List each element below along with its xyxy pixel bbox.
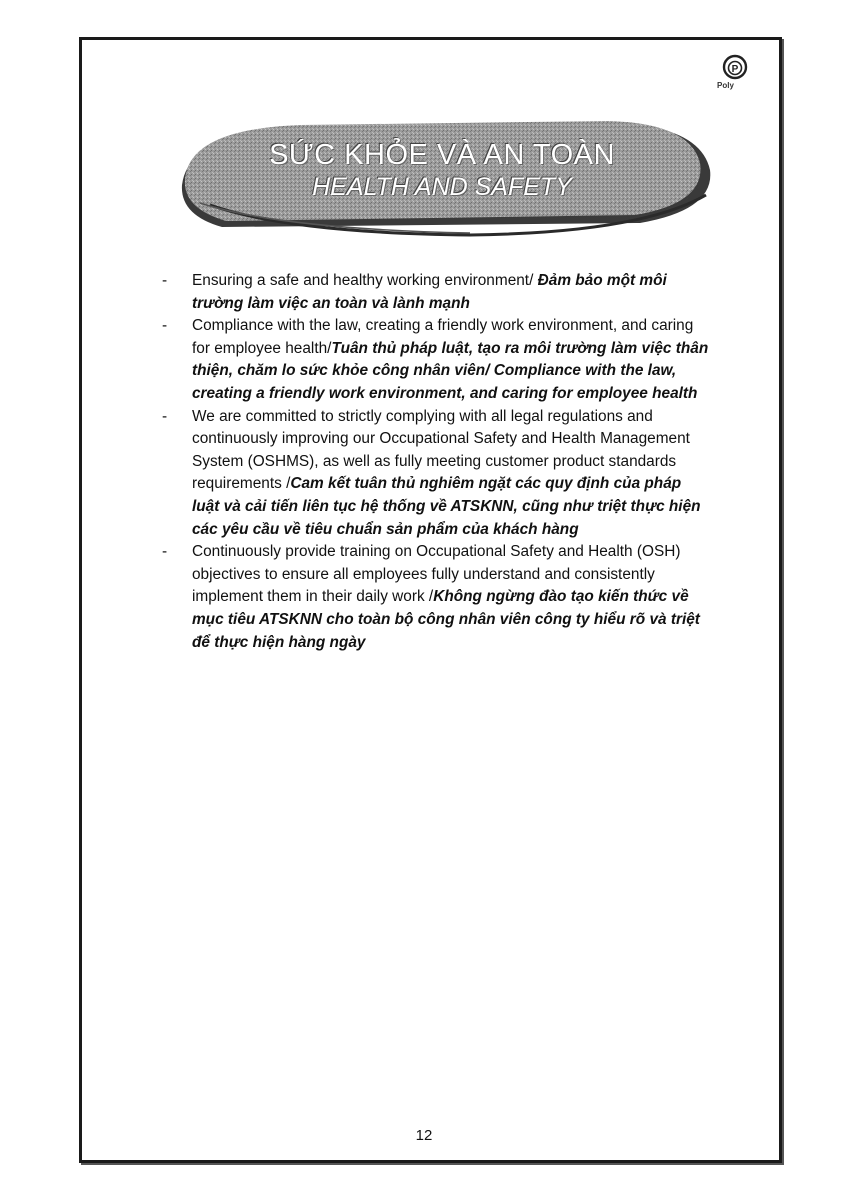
list-item [162, 270, 710, 315]
list-item [162, 315, 710, 405]
policy-list [162, 270, 710, 654]
item-vietnamese-text: Tuân thủ pháp luật, tạo ra môi trường làm việc thân thiện, chăm lo sức khỏe công nhân viên/ Compliance with the law, creating a friendly work environment, and caring for employee health [192, 339, 709, 402]
logo-letter: P [731, 64, 739, 75]
page-number: 12 [415, 1127, 433, 1144]
item-vietnamese-text: Không ngừng đào tạo kiến thức về mục tiêu ATSKNN cho toàn bộ công nhân viên công ty hiểu rõ và triệt để thực hiện hàng ngày [192, 588, 700, 651]
bullet-dash: - [162, 317, 168, 335]
item-english-text: Continuously provide training on Occupational Safety and Health (OSH) objectives to ensure all employees fully understand and consistently implement them in their daily work / [192, 543, 681, 606]
item-vietnamese-text: Cam kết tuân thủ nghiêm ngặt các quy định của pháp luật và cải tiến liên tục hệ thống về ATSKNN, cũng như triệt thực hiện các yêu cầu về tiêu chuẩn sản phẩm của khách hàng [192, 475, 701, 538]
item-english-text: We are committed to strictly complying with all legal regulations and continuously improving our Occupational Safety and Health Management System (OSHMS), as well as fully meeting customer product standards requirements / [192, 407, 690, 493]
company-logo [712, 54, 760, 96]
bullet-dash: - [162, 407, 168, 425]
banner-title: SỨC KHỎE VÀ AN TOÀN [269, 139, 615, 171]
section-banner [170, 115, 714, 240]
bullet-dash: - [162, 543, 168, 561]
item-vietnamese-text: Đảm bảo một môi trường làm việc an toàn và lành mạnh [192, 272, 667, 312]
logo-text: Poly [717, 81, 734, 90]
banner-subtitle: HEALTH AND SAFETY [312, 173, 572, 201]
list-item [162, 406, 710, 542]
logo-icon [722, 54, 748, 80]
item-english-text: Compliance with the law, creating a friendly work environment, and caring for employee health/ [192, 317, 694, 357]
item-english-text: Ensuring a safe and healthy working environment/ [192, 272, 538, 289]
bullet-dash: - [162, 272, 168, 289]
list-item [162, 541, 710, 654]
